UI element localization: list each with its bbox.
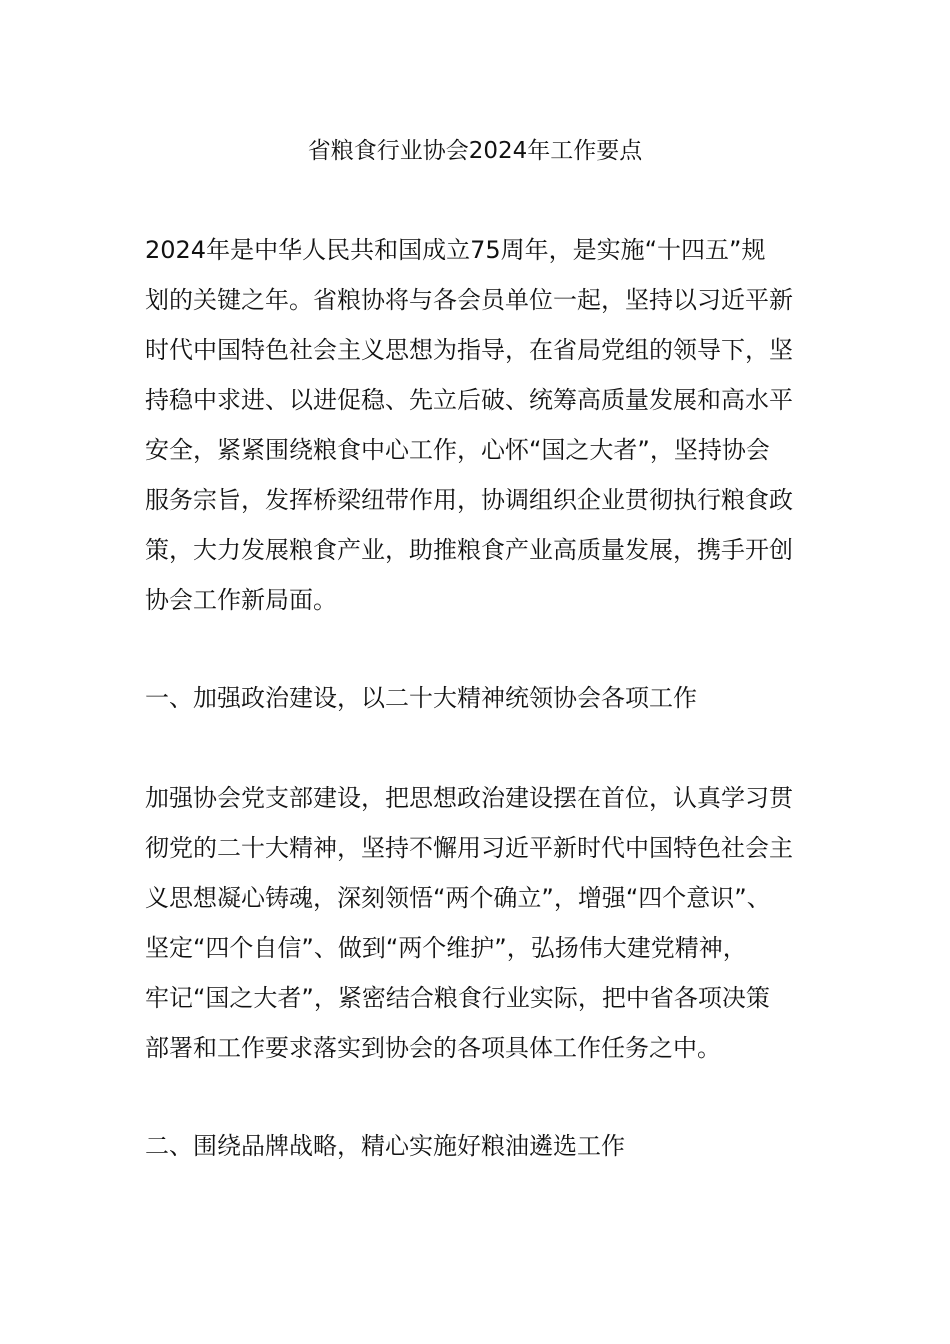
paragraph-line: 牢记“国之大者”，紧密结合粮食行业实际，把中省各项决策 <box>145 984 770 1012</box>
paragraph-line: 坚定“四个自信”、做到“两个维护”，弘扬伟大建党精神， <box>145 934 747 962</box>
paragraph-line: 加强协会党支部建设，把思想政治建设摆在首位，认真学习贯 <box>145 784 793 812</box>
paragraph-line: 策，大力发展粮食产业，助推粮食产业高质量发展，携手开创 <box>145 536 793 564</box>
paragraph-line: 协会工作新局面。 <box>145 586 337 614</box>
section-1-heading: 一、加强政治建设，以二十大精神统领协会各项工作 <box>145 684 697 712</box>
paragraph-line: 部署和工作要求落实到协会的各项具体工作任务之中。 <box>145 1034 721 1062</box>
paragraph-line: 2024年是中华人民共和国成立75周年，是实施“十四五”规 <box>145 236 766 264</box>
paragraph-line: 时代中国特色社会主义思想为指导，在省局党组的领导下，坚 <box>145 336 793 364</box>
paragraph-line: 义思想凝心铸魂，深刻领悟“两个确立”，增强“四个意识”、 <box>145 884 771 912</box>
section-2-heading: 二、围绕品牌战略，精心实施好粮油遴选工作 <box>145 1132 625 1160</box>
paragraph-line: 持稳中求进、以进促稳、先立后破、统筹高质量发展和高水平 <box>145 386 793 414</box>
section-1-paragraph <box>145 773 817 1073</box>
document-title: 省粮食行业协会2024年工作要点 <box>307 138 643 164</box>
paragraph-line: 彻党的二十大精神，坚持不懈用习近平新时代中国特色社会主 <box>145 834 793 862</box>
paragraph-line: 安全，紧紧围绕粮食中心工作，心怀“国之大者”，坚持协会 <box>145 436 770 464</box>
intro-paragraph <box>145 225 817 625</box>
paragraph-line: 划的关键之年。省粮协将与各会员单位一起，坚持以习近平新 <box>145 286 793 314</box>
paragraph-line: 服务宗旨，发挥桥梁纽带作用，协调组织企业贯彻执行粮食政 <box>145 486 793 514</box>
